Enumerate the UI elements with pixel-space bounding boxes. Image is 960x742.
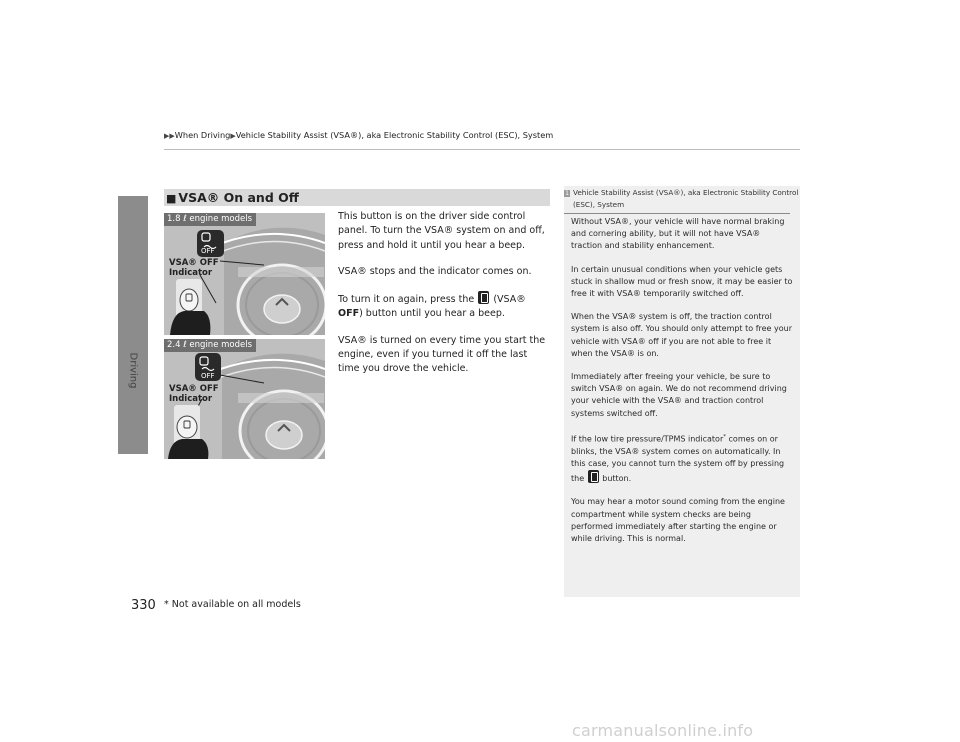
body-text [338,210,550,389]
paragraph: This button is on the driver side control panel. To turn the VSA® system on and off, press and hold it until you hear a beep. [338,211,545,251]
engine-model-tag: 1.8 ℓ engine models [164,213,256,226]
breadcrumb-level2[interactable]: Vehicle Stability Assist (VSA®), aka Electronic Stability Control (ESC), System [235,130,554,140]
breadcrumb [164,130,553,140]
figure-2-4-engine [164,339,325,459]
section-marker-icon: ■ [166,192,177,205]
sidebar-paragraph: Immediately after freeing your vehicle, be sure to switch VSA® on again. We do not recommend driving your vehicle with the VSA® and traction control systems switched off. [571,372,787,418]
breadcrumb-arrow: ▶▶ [164,132,175,140]
sidebar-paragraph: You may hear a motor sound coming from the engine compartment while system checks are being performed immediately after starting the engine or while driving. This is normal. [571,497,785,543]
sidebar-heading: 1 Vehicle Stability Assist (VSA®), aka Electronic Stability Control (ESC), System [565,188,799,209]
sidebar-paragraph: Without VSA®, your vehicle will have normal braking and cornering ability, but it will not have VSA® traction and stability enhancement. [571,217,785,251]
breadcrumb-level1[interactable]: When Driving [174,130,231,140]
engine-model-tag: 2.4 ℓ engine models [164,339,256,352]
header-divider [164,149,800,150]
watermark: carmanualsonline.info [572,721,754,740]
chapter-tab-label: Driving [127,352,139,388]
chapter-tab [118,196,148,454]
page-number: 330 [131,598,156,613]
vsa-button-icon [478,291,489,304]
paragraph: VSA® stops and the indicator comes on. [338,265,532,277]
figure-1-8-engine [164,213,325,335]
section-title: ■ VSA® On and Off [166,190,299,205]
footnote: * Not available on all models [164,599,301,610]
sidebar-divider [564,213,790,214]
paragraph: To turn it on again, press the (VSA® OFF) button until you hear a beep. [338,291,550,322]
sidebar-paragraph: In certain unusual conditions when your vehicle gets stuck in shallow mud or fresh snow, it may be easier to free it with VSA® temporarily switched off. [571,264,793,299]
indicator-callout-label: VSA® OFF Indicator [169,384,219,404]
indicator-callout-label: VSA® OFF Indicator [169,258,219,278]
sidebar-text [571,216,793,556]
vsa-button-icon [588,470,599,483]
paragraph: VSA® is turned on every time you start the engine, even if you turned it off the last time you drove the vehicle. [338,334,546,375]
sidebar-paragraph: When the VSA® system is off, the traction control system is also off. You should only attempt to free your vehicle with VSA® off if you are not able to free it when the VSA® is on. [571,312,792,358]
sidebar-paragraph: If the low tire pressure/TPMS indicator* comes on or blinks, the VSA® system comes on automatically. In this case, you cannot turn the system off by pressing the button. [571,433,785,484]
breadcrumb-arrow: ▶ [230,132,236,140]
off-indicator-text: OFF [201,372,215,380]
reference-number-icon: 1 [565,190,569,197]
off-indicator-text: OFF [201,247,215,255]
